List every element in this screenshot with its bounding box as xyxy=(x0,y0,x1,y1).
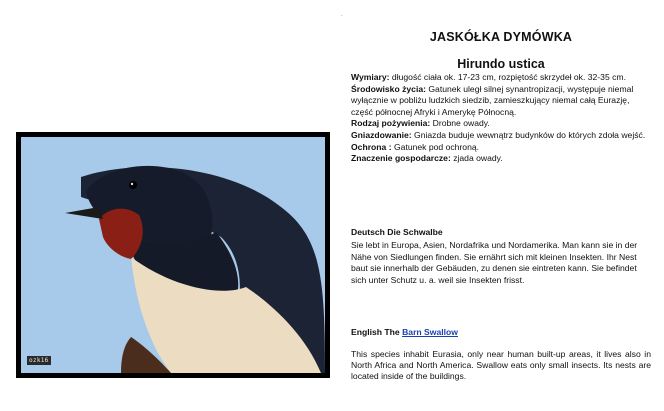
bird-photo-frame xyxy=(16,132,330,378)
photo-watermark: ozk16 xyxy=(29,357,49,364)
economic-text: zjada owady. xyxy=(450,153,503,164)
english-heading xyxy=(351,327,651,337)
stray-dot: . xyxy=(341,12,343,18)
polish-description xyxy=(351,72,651,165)
habitat-label: Środowisko życia: xyxy=(351,83,426,94)
food-row xyxy=(351,118,651,130)
dimensions-row xyxy=(351,72,651,84)
habitat-row xyxy=(351,84,651,119)
german-heading: Deutsch Die Schwalbe xyxy=(351,227,443,237)
protection-text: Gatunek pod ochroną. xyxy=(391,141,480,152)
barn-swallow-link[interactable]: Barn Swallow xyxy=(402,327,458,337)
dimensions-text: długość ciała ok. 17-23 cm, rozpiętość skrzydeł ok. 32-35 cm. xyxy=(389,72,626,82)
nesting-row xyxy=(351,130,651,142)
habitat-text: Gatunek uległ silnej synantropizacji, występuje niemal wyłącznie w pobliżu ludzkich siedzib, zamieszkujący niemal całą Eurazję, część północnej Afryki i Amerykę Północną. xyxy=(351,83,634,117)
nesting-label: Gniazdowanie: xyxy=(351,129,412,140)
english-body: This species inhabit Eurasia, only near human built-up areas, it lives also in North Africa and North America. Swallow eats only small insects. Its nests are located inside of the buildings. xyxy=(351,349,651,381)
dimensions-label: Wymiary: xyxy=(351,72,390,82)
barn-swallow-photo xyxy=(21,137,325,373)
economic-label: Znaczenie gospodarcze: xyxy=(351,153,451,164)
english-heading-prefix: English The xyxy=(351,327,403,337)
latin-name: Hirundo ustica xyxy=(457,57,545,71)
protection-row xyxy=(351,142,651,154)
economic-row xyxy=(351,153,651,165)
swallow-illustration xyxy=(21,137,325,373)
food-label: Rodzaj pożywienia: xyxy=(351,118,431,129)
german-body: Sie lebt in Europa, Asien, Nordafrika und Nordamerika. Man kann sie in der Nähe von Siedlungen finden. Sie ernährt sich mit kleinen Insekten. Ihr Nest baut sie innerhalb der Gebäuden, zu denen sie eintreten kann. Sie befindet sich unter Schutz u. a. weil sie Insekten frisst. xyxy=(351,240,638,285)
protection-label: Ochrona : xyxy=(351,141,392,152)
page-title: JASKÓŁKA DYMÓWKA xyxy=(429,30,573,44)
nesting-text: Gniazda buduje wewnątrz budynków do których zdoła wejść. xyxy=(411,129,646,140)
food-text: Drobne owady. xyxy=(430,118,490,129)
